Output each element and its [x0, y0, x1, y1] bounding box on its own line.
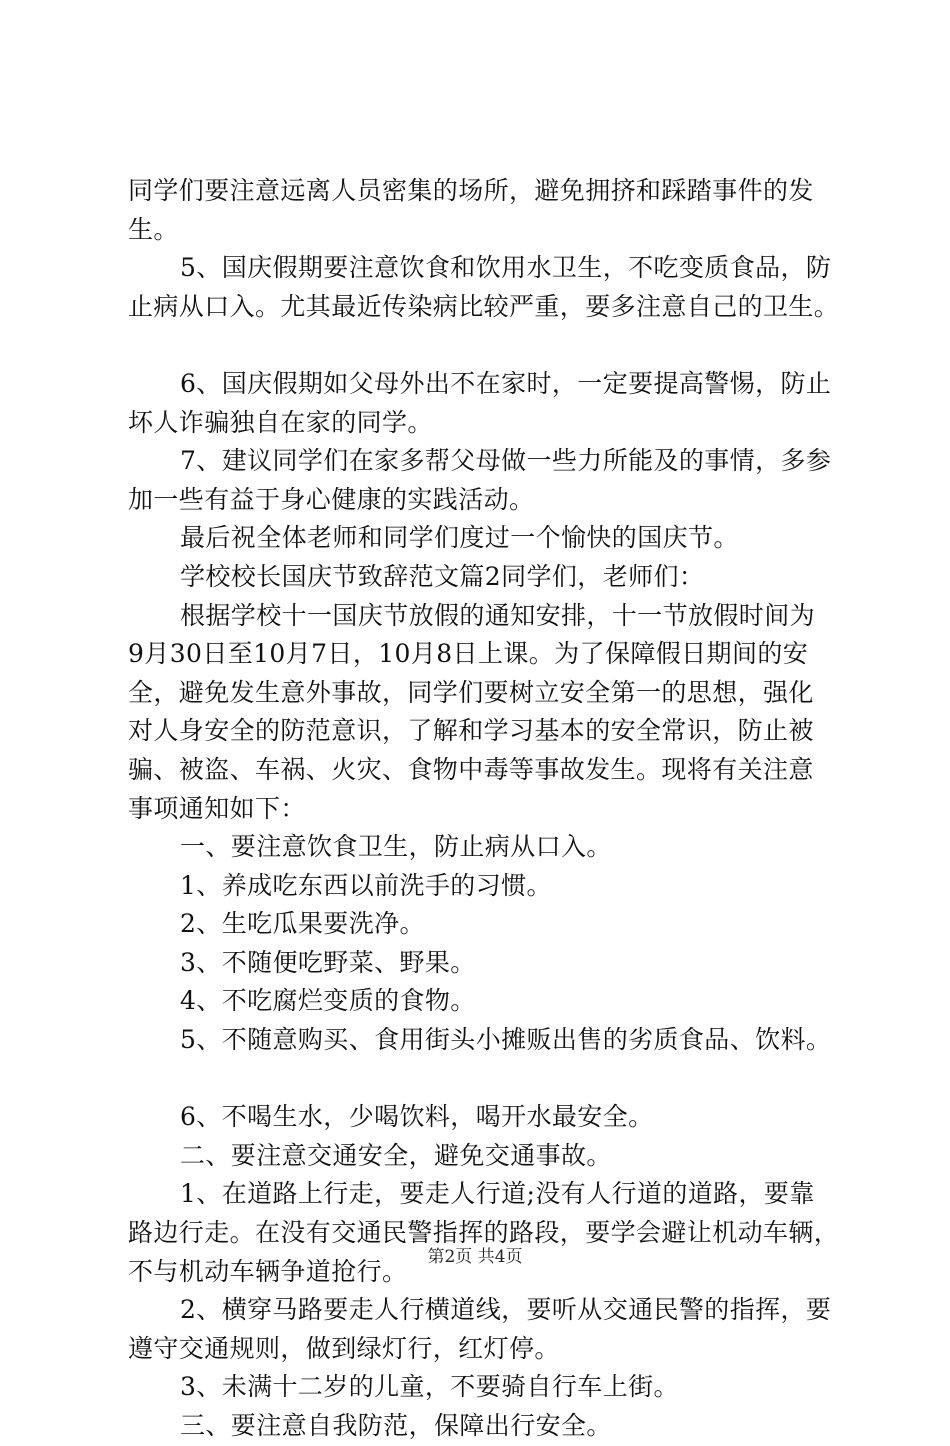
text-line: 事项通知如下： [128, 793, 306, 823]
text-line: 2、横穿马路要走人行横道线，要听从交通民警的指挥，要 [180, 1295, 832, 1325]
text-line: 6、不喝生水，少喝饮料，喝开水最安全。 [180, 1102, 654, 1132]
page-footer: 第2页 共4页 [427, 1247, 523, 1267]
text-line: 生。 [128, 214, 179, 244]
text-line: 一、要注意饮食卫生，防止病从口入。 [180, 832, 612, 862]
text-line: 学校校长国庆节致辞范文篇2同学们，老师们： [180, 561, 705, 591]
text-line [128, 1060, 843, 1099]
text-line [128, 326, 843, 365]
text-line: 三、要注意自我防范，保障出行安全。 [180, 1411, 612, 1440]
text-line: 止病从口入。尤其最近传染病比较严重，要多注意自己的卫生。 [128, 291, 840, 321]
text-line: 6、国庆假期如父母外出不在家时，一定要提高警惕，防止 [180, 368, 832, 398]
text-line: 3、不随便吃野菜、野果。 [180, 947, 476, 977]
text-line: 不与机动车辆争道抢行。 [128, 1256, 408, 1286]
text-line: 骗、被盗、车祸、火灾、食物中毒等事故发生。现将有关注意 [128, 754, 814, 784]
text-line: 遵守交通规则，做到绿灯行，红灯停。 [128, 1333, 560, 1363]
text-line: 4、不吃腐烂变质的食物。 [180, 986, 476, 1016]
text-line: 2、生吃瓜果要洗净。 [180, 909, 425, 939]
text-line: 同学们要注意远离人员密集的场所，避免拥挤和踩踏事件的发 [128, 176, 814, 205]
text-line: 坏人诈骗独自在家的同学。 [128, 407, 433, 437]
text-line: 5、不随意购买、食用街头小摊贩出售的劣质食品、饮料。 [180, 1025, 832, 1055]
text-line: 加一些有益于身心健康的实践活动。 [128, 484, 535, 514]
text-line: 7、建议同学们在家多帮父母做一些力所能及的事情，多参 [180, 446, 832, 476]
text-line: 最后祝全体老师和同学们度过一个愉快的国庆节。 [180, 523, 739, 553]
text-line: 全，避免发生意外事故，同学们要树立安全第一的思想，强化 [128, 677, 814, 707]
text-line: 1、在道路上行走，要走人行道;没有人行道的道路，要靠 [180, 1179, 815, 1209]
text-line: 二、要注意交通安全，避免交通事故。 [180, 1140, 612, 1170]
text-line: 路边行走。在没有交通民警指挥的路段，要学会避让机动车辆， [128, 1218, 840, 1248]
text-line: 对人身安全的防范意识，了解和学习基本的安全常识，防止被 [128, 716, 814, 746]
text-line: 5、国庆假期要注意饮食和饮用水卫生，不吃变质食品，防 [180, 253, 832, 283]
text-line: 9月30日至10月7日，10月8日上课。为了保障假日期间的安 [128, 639, 809, 669]
text-line: 根据学校十一国庆节放假的通知安排，十一节放假时间为 [180, 600, 816, 630]
text-line: 3、未满十二岁的儿童，不要骑自行车上街。 [180, 1372, 679, 1402]
text-line: 1、养成吃东西以前洗手的习惯。 [180, 870, 552, 900]
